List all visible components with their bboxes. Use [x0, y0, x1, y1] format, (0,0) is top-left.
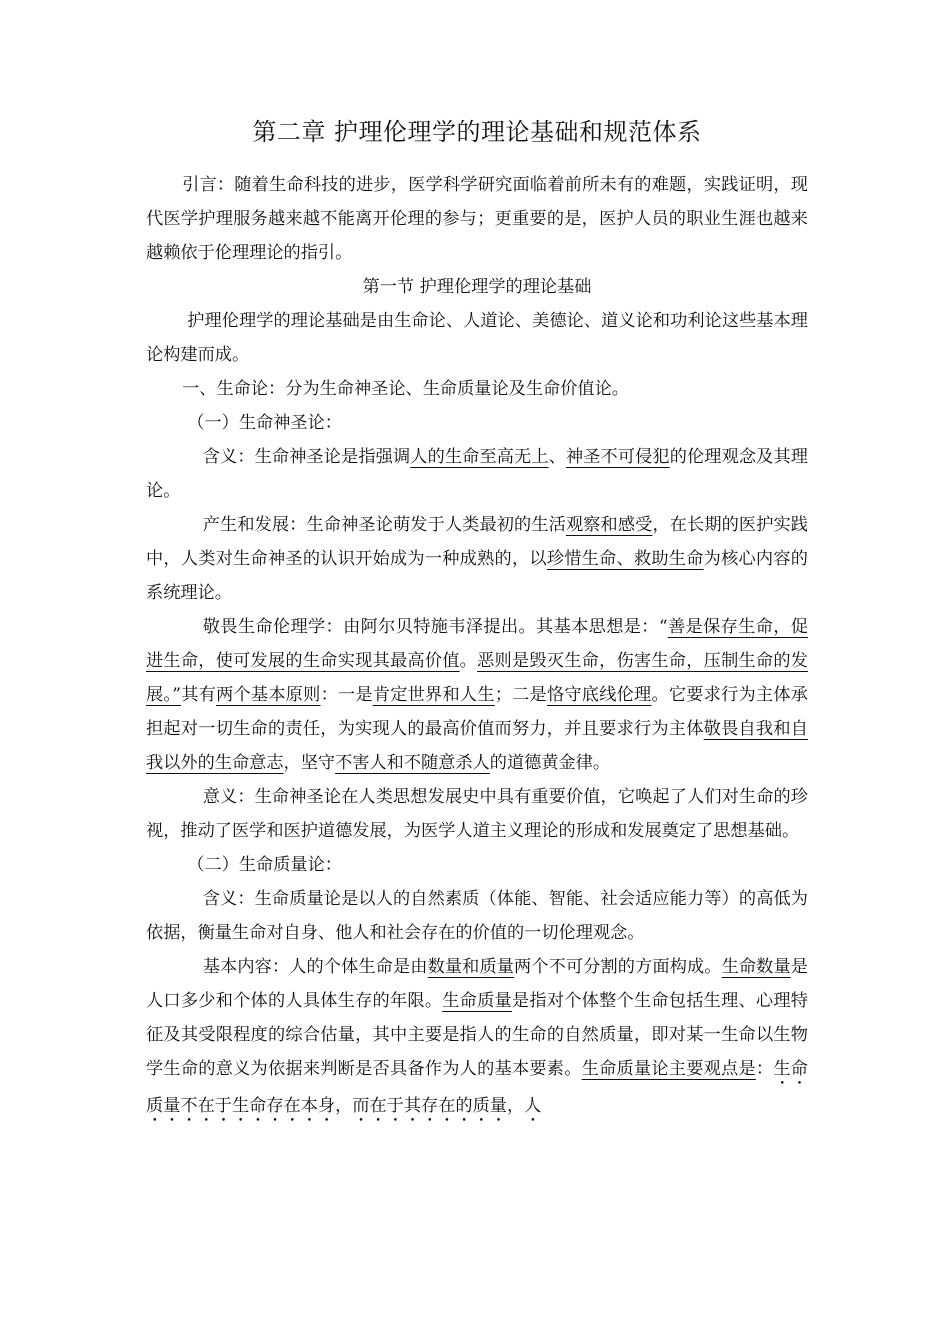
sanctity-development: 产生和发展：生命神圣论萌发于人类最初的生活观察和感受，在长期的医护实践中，人类对生命神圣的认识开始成为一种成熟的，以珍惜生命、救助生命为核心内容的系统理论。	[146, 515, 808, 603]
reverence-for-life: 敬畏生命伦理学：由阿尔贝特施韦泽提出。其基本思想是：“善是保存生命，促进生命，使可发展的生命实现其最高价值。恶则是毁灭生命，伤害生命，压制生命的发展。”其有两个基本原则：一是肯定世界和人生；二是恪守底线伦理。它要求行为主体承担起对一切生命的责任，为实现人的最高价值而努力，并且要求行为主体敬畏自我和自我以外的生命意志，坚守不害人和不随意杀人的道德黄金律。	[146, 617, 808, 773]
quality-definition: 含义：生命质量论是以人的自然素质（体能、智能、社会适应能力等）的高低为依据，衡量生命对自身、他人和社会存在的价值的一切伦理观念。	[146, 889, 808, 943]
life-theory-heading: 一、生命论：分为生命神圣论、生命质量论及生命价值论。	[182, 379, 629, 399]
basis-paragraph: 护理伦理学的理论基础是由生命论、人道论、美德论、道义论和功利论这些基本理论构建而成。	[146, 311, 808, 365]
subheading-quality: （二）生命质量论：	[187, 855, 342, 875]
sanctity-definition: 含义：生命神圣论是指强调人的生命至高无上、神圣不可侵犯的伦理观念及其理论。	[146, 447, 808, 501]
quality-content: 基本内容：人的个体生命是由数量和质量两个不可分割的方面构成。生命数量是人口多少和个体的人具体生存的年限。生命质量是指对个体整个生命包括生理、心理特征及其受限程度的综合估量，其中主要是指人的生命的自然质量，即对某一生命以生物学生命的意义为依据来判断是否具备作为人的基本要素。生命质量论主要观点是：生命质量不在于生命存在本身，而在于其存在的质量，人	[146, 957, 808, 1116]
sanctity-meaning: 意义：生命神圣论在人类思想发展史中具有重要价值，它唤起了人们对生命的珍视，推动了医学和医护道德发展，为医学人道主义理论的形成和发展奠定了思想基础。	[146, 787, 808, 841]
intro-paragraph: 引言：随着生命科技的进步，医学科学研究面临着前所未有的难题，实践证明，现代医学护理服务越来越不能离开伦理的参与；更重要的是，医护人员的职业生涯也越来越赖依于伦理理论的指引。	[146, 175, 808, 263]
section-title: 第一节 护理伦理学的理论基础	[362, 277, 592, 297]
document-page	[146, 110, 808, 1126]
subheading-sanctity: （一）生命神圣论：	[187, 413, 342, 433]
chapter-title: 第二章 护理伦理学的理论基础和规范体系	[252, 118, 702, 146]
